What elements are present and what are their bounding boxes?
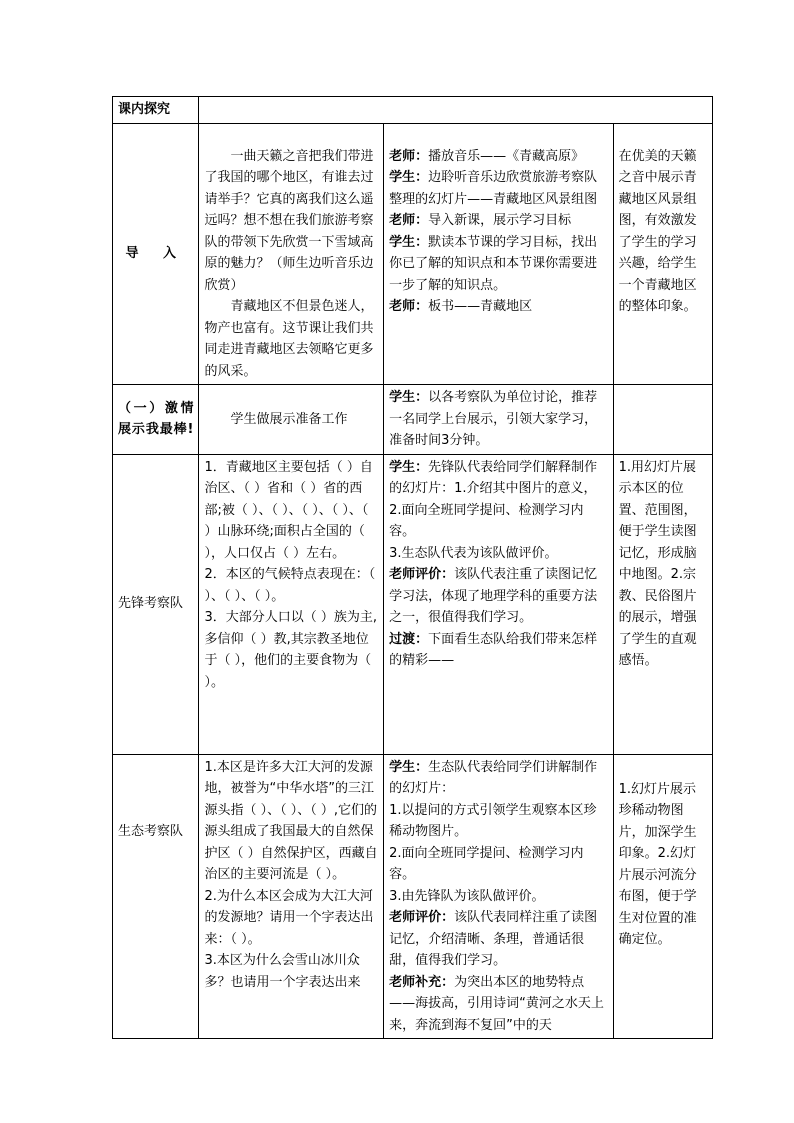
ecology-question-2: 2.为什么本区会成为大江大河的发源地？请用一个字表达出来：（ ）。	[204, 888, 374, 947]
ecology-row	[113, 754, 713, 1039]
pioneer-question-3: 3．大部分人口以（ ）族为主,多信仰（ ）教,其宗教圣地位于（ ），他们的主要食物为（ ）。	[204, 610, 378, 690]
stage1-activity	[384, 385, 614, 455]
intro-stage: 导 入	[113, 123, 199, 385]
activity-line: 老师评价：该队代表同样注重了读图记忆，介绍清晰、条理，普通话很甜，值得我们学习。	[389, 910, 598, 968]
stage1-row	[113, 385, 713, 455]
intro-content-p2: 青藏地区不但景色迷人，物产也富有。这节课让我们共同走进青藏地区去领略它更多的风采。	[204, 299, 374, 379]
stage1-stage: （一）激情展示我最棒!	[113, 385, 199, 455]
section-header-row	[113, 97, 713, 124]
ecology-content	[199, 754, 384, 1039]
intro-content-p1: 一曲天籁之音把我们带进了我国的哪个地区，有谁去过请举手？它真的离我们这么遥远吗？想不想在我们旅游考察队的带领下先欣赏一下雪域高原的魅力？（师生边听音乐边欣赏）	[204, 148, 374, 293]
activity-line: 2.面向全班同学提问、检测学习内容。	[389, 845, 584, 882]
activity-line: 3.由先锋队为该队做评价。	[389, 888, 545, 904]
activity-line: 3.生态队代表为该队做评价。	[389, 545, 558, 561]
ecology-intent: 1.幻灯片展示珍稀动物图片，加深学生印象。2.幻灯片展示河流分布图，便于学生对位置的准确定位。	[613, 754, 712, 1039]
pioneer-content	[199, 454, 384, 754]
pioneer-intent: 1.用幻灯片展示本区的位置、范围图，便于学生读图记忆，形成脑中地图。2.宗教、民俗图片的展示，增强了学生的直观感悟。	[613, 454, 712, 754]
lesson-plan-table	[112, 96, 713, 1039]
section-header-blank	[199, 97, 713, 124]
activity-line: 学生：默读本节课的学习目标，找出你已了解的知识点和本节课你需要进一步了解的知识点。	[389, 234, 598, 293]
activity-line: 老师：板书——青藏地区	[389, 299, 533, 314]
activity-line: 过渡：下面看生态队给我们带来怎样的精彩——	[389, 631, 598, 668]
activity-line: 老师：播放音乐——《青藏高原》	[389, 148, 585, 164]
activity-line: 老师评价：该队代表注重了读图记忆学习法，体现了地理学科的重要方法之一，很值得我们学习。	[389, 567, 598, 625]
pioneer-row	[113, 454, 713, 754]
stage1-intent	[613, 385, 712, 455]
activity-line: 学生：以各考察队为单位讨论，推荐一名同学上台展示，引领大家学习，准备时间3分钟。	[389, 390, 598, 448]
ecology-question-1: 1.本区是许多大江大河的发源地，被誉为“中华水塔”的三江源头指（ ）、（ ）、（ ）,它们的源头组成了我国最大的自然保护区（ ）自然保护区，西藏自治区的主要河流是（ ）。	[204, 759, 378, 882]
stage1-content: 学生做展示准备工作	[199, 385, 384, 455]
activity-line: 学生：边聆听音乐边欣赏旅游考察队整理的幻灯片——青藏地区风景组图	[389, 170, 598, 207]
intro-intent: 在优美的天籁之音中展示青藏地区风景组图，有效激发了学生的学习兴趣，给学生一个青藏地区的整体印象。	[613, 123, 712, 385]
activity-line: 1.以提问的方式引领学生观察本区珍稀动物图片。	[389, 802, 597, 839]
pioneer-stage: 先锋考察队	[113, 454, 199, 754]
ecology-question-3: 3.本区为什么会雪山冰川众多？也请用一个字表达出来	[204, 953, 361, 990]
pioneer-activity	[384, 454, 614, 754]
activity-line: 老师补充：为突出本区的地势特点——海拔高，引用诗词“黄河之水天上来，奔流到海不复回”中的天	[389, 974, 604, 1033]
pioneer-question-2: 2．本区的气候特点表现在：（ ）、（ ）、（ ）。	[204, 567, 376, 604]
ecology-stage: 生态考察队	[113, 754, 199, 1039]
intro-activity	[384, 123, 614, 385]
activity-line: 学生：先锋队代表给同学们解释制作的幻灯片：1.介绍其中图片的意义，2.面向全班同学提问、检测学习内容。	[389, 459, 598, 539]
ecology-activity	[384, 754, 614, 1039]
section-label: 课内探究	[113, 97, 199, 124]
activity-line: 老师：导入新课，展示学习目标	[389, 213, 572, 228]
intro-row	[113, 123, 713, 385]
pioneer-question-1: 1．青藏地区主要包括（ ）自治区、（ ）省和（ ）省的西部;被（ ）、（ ）、（ ）、（ ）、（ ）山脉环绕;面积占全国的（ ），人口仅占（ ）左右。	[204, 459, 373, 561]
activity-line: 学生：生态队代表给同学们讲解制作的幻灯片：	[389, 759, 598, 796]
intro-content	[199, 123, 384, 385]
